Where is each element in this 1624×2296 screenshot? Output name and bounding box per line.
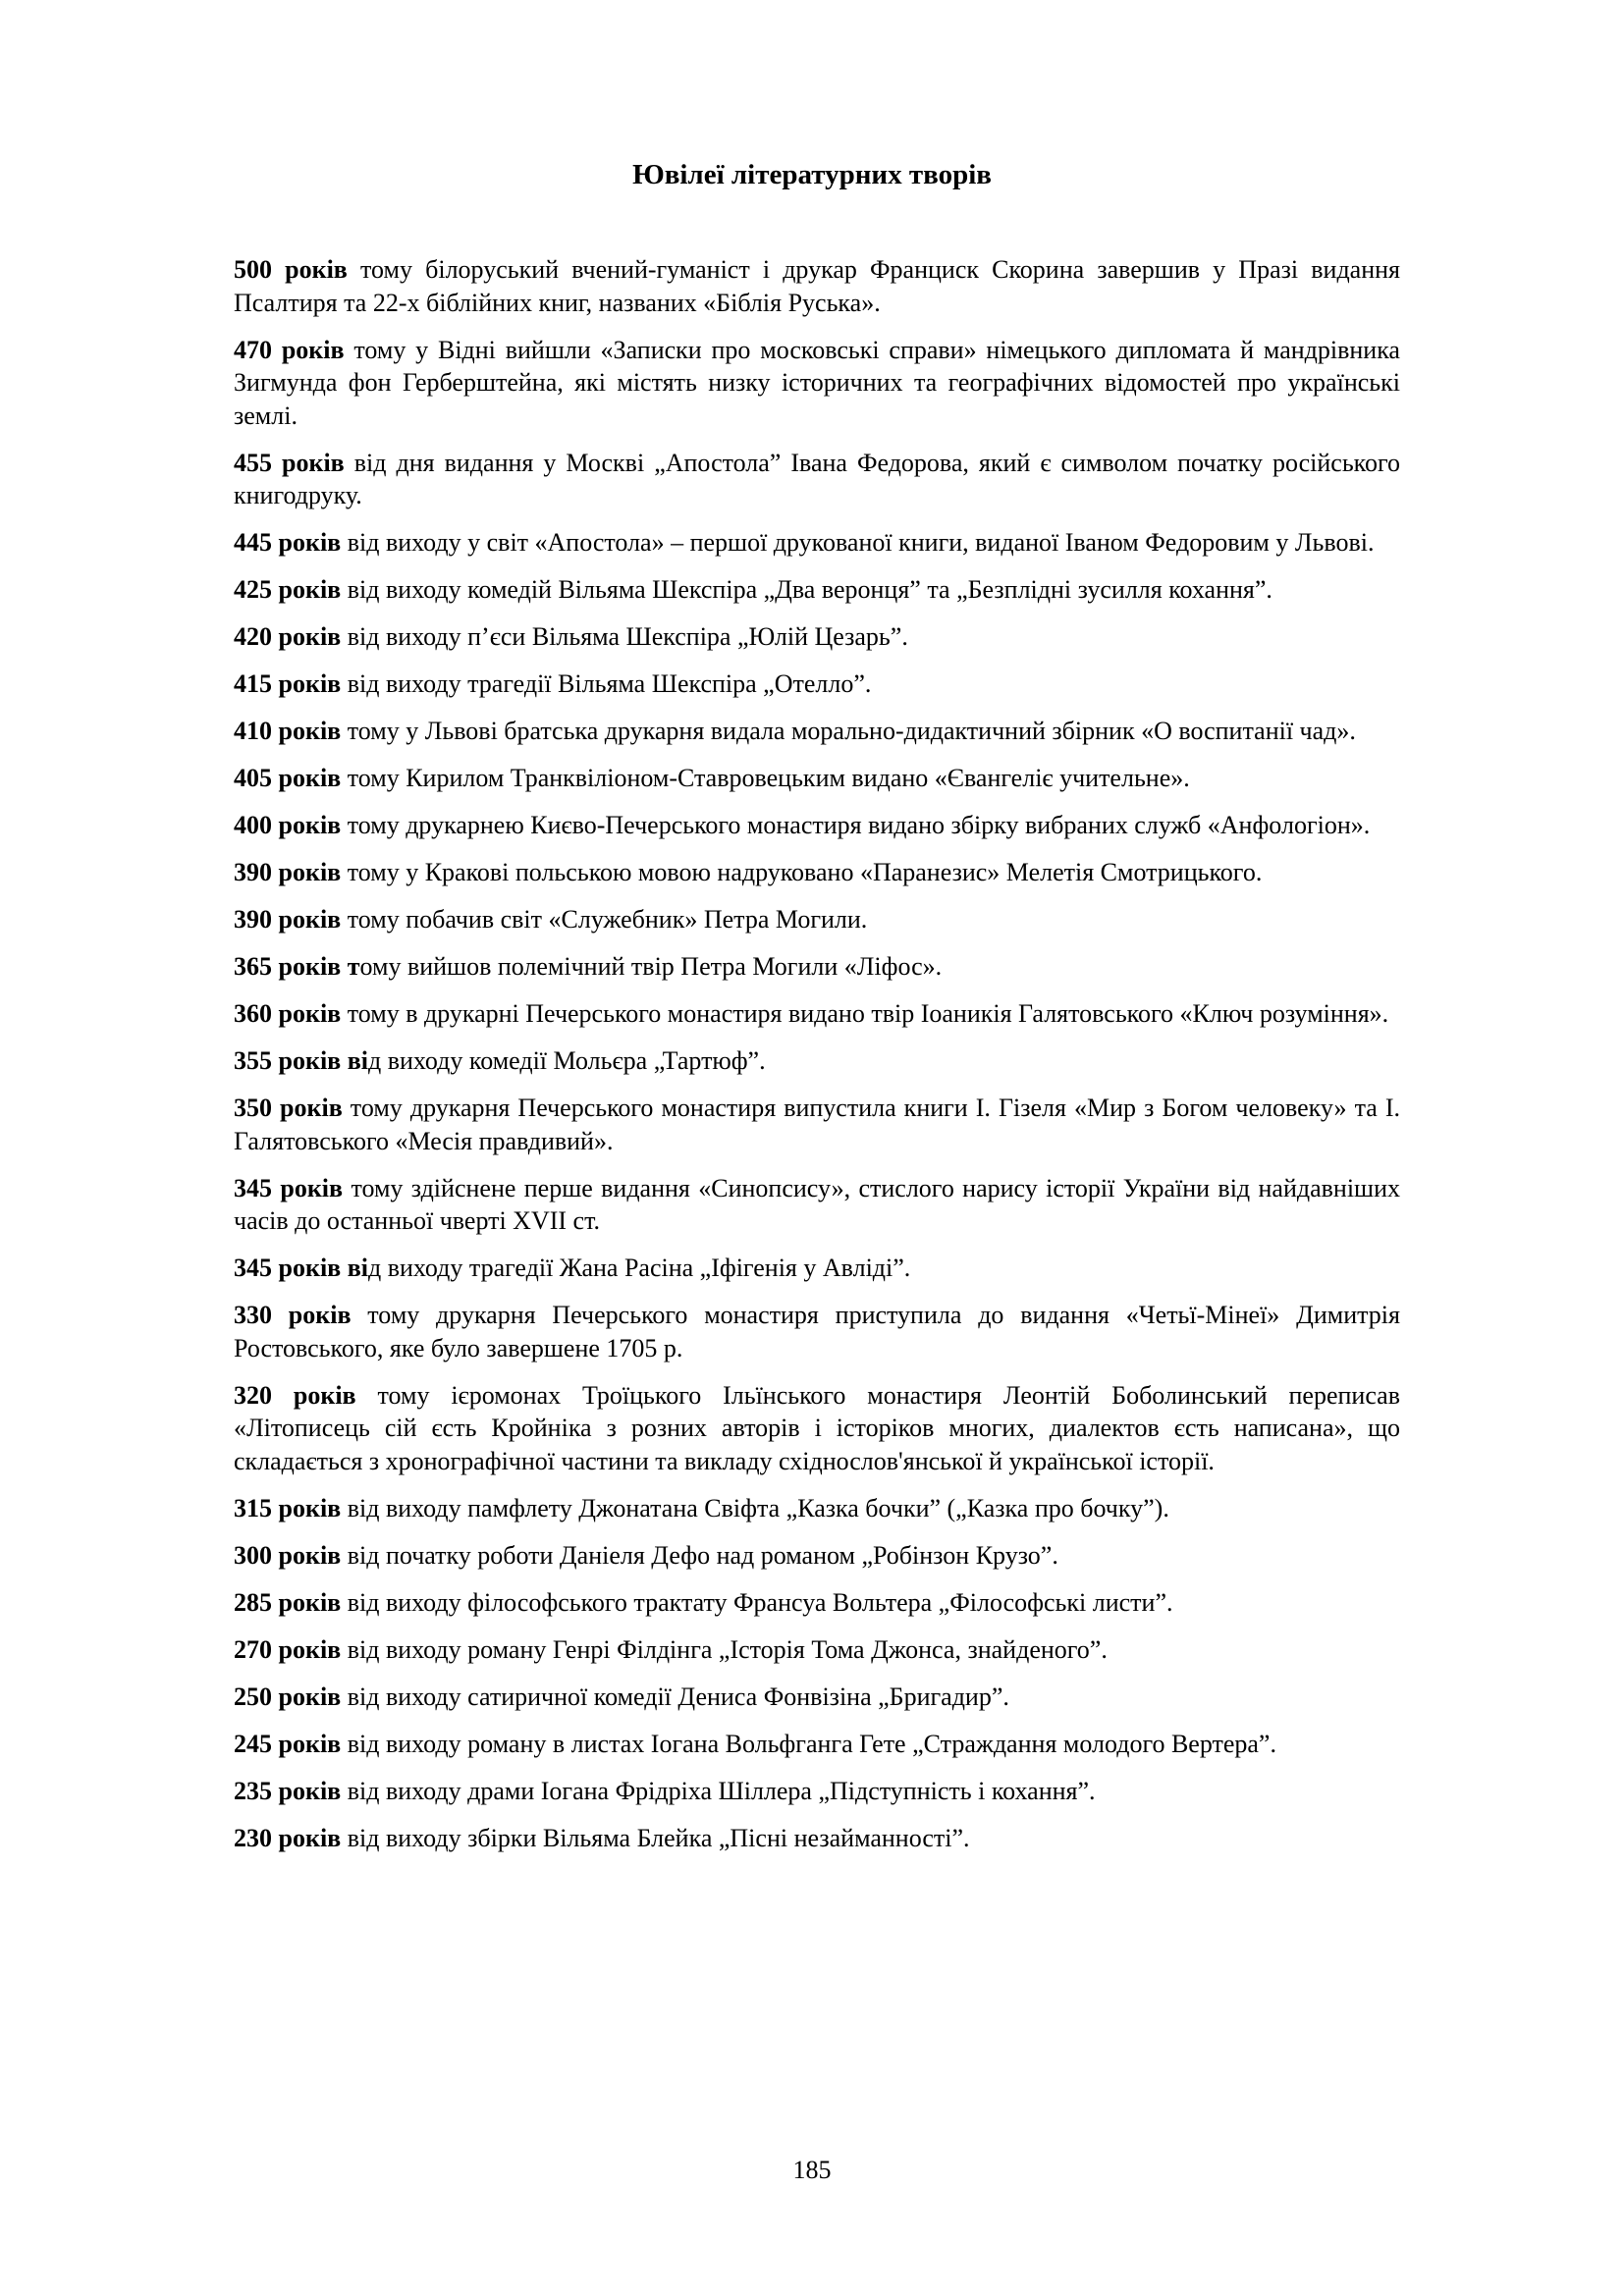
anniversary-entry xyxy=(234,1728,1400,1761)
anniversary-description: тому друкарня Печерського монастиря приступила до видання «Четьї-Мінеї» Димитрія Ростовського, яке було завершене 1705 р. xyxy=(234,1301,1400,1362)
anniversary-years: 230 років xyxy=(234,1823,342,1852)
anniversary-years: 390 років xyxy=(234,905,342,934)
anniversary-entry xyxy=(234,620,1400,654)
anniversary-years: 235 років xyxy=(234,1776,342,1805)
anniversary-description: тому друкарня Печерського монастиря випустила книги І. Гізеля «Мир з Богом человеку» та І. Галятовського «Месія правдивий». xyxy=(234,1094,1400,1155)
anniversary-years: 345 років xyxy=(234,1173,344,1202)
anniversary-years: 320 років xyxy=(234,1380,356,1410)
anniversary-description: від виходу збірки Вільяма Блейка „Пісні незайманності”. xyxy=(341,1823,970,1852)
anniversary-description: від виходу памфлету Джонатана Свіфта „Казка бочки” („Казка про бочку”). xyxy=(341,1493,1169,1522)
anniversary-entry xyxy=(234,1379,1400,1478)
anniversary-entry xyxy=(234,526,1400,560)
anniversary-years: 330 років xyxy=(234,1301,352,1329)
anniversary-years: 360 років xyxy=(234,999,342,1028)
anniversary-entry xyxy=(234,856,1400,889)
anniversary-years: 315 років xyxy=(234,1493,342,1522)
anniversary-entry xyxy=(234,1492,1400,1525)
anniversary-years: 345 років ві xyxy=(234,1254,368,1282)
anniversary-description: від виходу трагедії Вільяма Шекспіра „Отелло”. xyxy=(341,669,872,698)
anniversary-description: від виходу роману Генрі Філдінга „Історія Тома Джонса, знайденого”. xyxy=(341,1634,1108,1664)
page-number: 185 xyxy=(792,2156,832,2184)
anniversary-entry xyxy=(234,1633,1400,1667)
anniversary-entry xyxy=(234,253,1400,319)
anniversary-entry xyxy=(234,762,1400,795)
anniversary-description: від виходу комедій Вільяма Шекспіра „Два веронця” та „Безплідні зусилля кохання”. xyxy=(341,575,1272,604)
anniversary-years: 420 років xyxy=(234,622,342,651)
anniversary-years: 365 років т xyxy=(234,952,360,981)
anniversary-description: від дня видання у Москві „Апостола” Івана Федорова, який є символом початку російського книгодруку. xyxy=(234,448,1401,509)
page-title: Ювілеї літературних творів xyxy=(632,159,992,190)
anniversary-description: тому у Львові братська друкарня видала морально-дидактичний збірник «О воспитанії чад». xyxy=(341,717,1356,745)
anniversary-description: від виходу у світ «Апостола» – першої друкованої книги, виданої Іваном Федоровим у Львові. xyxy=(341,528,1375,557)
anniversary-entry xyxy=(234,1092,1400,1157)
anniversary-description: тому побачив світ «Служебник» Петра Могили. xyxy=(341,905,868,934)
anniversary-years: 410 років xyxy=(234,717,342,745)
anniversary-entry xyxy=(234,1252,1400,1285)
anniversary-years: 405 років xyxy=(234,764,342,792)
anniversary-description: тому друкарнею Києво-Печерського монастиря видано збірку вибраних служб «Анфологіон». xyxy=(341,811,1371,839)
anniversary-entry xyxy=(234,447,1400,512)
anniversary-years: 300 років xyxy=(234,1540,342,1570)
anniversary-years: 445 років xyxy=(234,528,342,557)
anniversary-description: тому ієромонах Троїцького Ільїнського монастиря Леонтій Боболинський переписав «Літописець сій єсть Кройніка з розних авторів і історіков многих, диалектов єсть написана», що складається з хронографічної частини та викладу східнослов'янської й української історії. xyxy=(234,1380,1400,1475)
anniversary-description: від виходу п’єси Вільяма Шекспіра „Юлій Цезарь”. xyxy=(341,622,908,651)
anniversary-description: тому Кирилом Транквіліоном-Ставровецьким видано «Євангеліє учительне». xyxy=(341,764,1190,792)
anniversary-list xyxy=(234,253,1400,1869)
anniversary-entry xyxy=(234,950,1400,984)
anniversary-years: 415 років xyxy=(234,669,342,698)
anniversary-description: від виходу сатиричної комедії Дениса Фонвізіна „Бригадир”. xyxy=(341,1682,1009,1711)
anniversary-entry xyxy=(234,809,1400,842)
anniversary-entry xyxy=(234,1299,1400,1364)
anniversary-years: 355 років ві xyxy=(234,1046,368,1075)
anniversary-entry xyxy=(234,334,1400,433)
anniversary-description: тому білоруський вчений-гуманіст і друкар Франциск Скорина завершив у Празі видання Псалтиря та 22-х біблійних книг, названих «Біблія Руська». xyxy=(234,255,1400,317)
anniversary-years: 245 років xyxy=(234,1729,342,1758)
anniversary-entry xyxy=(234,997,1400,1031)
anniversary-description: від виходу драми Іогана Фрідріха Шіллера „Підступність і кохання”. xyxy=(341,1776,1096,1805)
anniversary-years: 270 років xyxy=(234,1634,342,1664)
anniversary-years: 390 років xyxy=(234,858,342,886)
anniversary-years: 470 років xyxy=(234,335,345,364)
anniversary-description: від виходу роману в листах Іогана Вольфганга Гете „Страждання молодого Вертера”. xyxy=(341,1729,1276,1758)
anniversary-description: тому у Відні вийшли «Записки про московські справи» німецького дипломата й мандрівника Зигмунда фон Герберштейна, які містять низку історичних та географічних відомостей про українські землі. xyxy=(234,335,1400,430)
anniversary-entry xyxy=(234,1172,1400,1238)
anniversary-description: ому вийшов полемічний твір Петра Могили «Ліфос». xyxy=(359,952,943,981)
anniversary-description: тому здійснене перше видання «Синопсису», стислого нарису історії України від найдавніших часів до останньої чверті XVII ст. xyxy=(234,1173,1400,1235)
anniversary-description: тому у Кракові польською мовою надруковано «Паранезис» Мелетія Смотрицького. xyxy=(341,858,1263,886)
anniversary-years: 285 років xyxy=(234,1587,342,1617)
anniversary-entry xyxy=(234,1586,1400,1620)
anniversary-description: тому в друкарні Печерського монастиря видано твір Іоаникія Галятовського «Ключ розуміння». xyxy=(341,999,1389,1028)
anniversary-description: д виходу комедії Мольєра „Тартюф”. xyxy=(367,1046,766,1075)
anniversary-years: 500 років xyxy=(234,255,348,284)
anniversary-entry xyxy=(234,1822,1400,1855)
anniversary-entry xyxy=(234,573,1400,607)
anniversary-entry xyxy=(234,1539,1400,1573)
anniversary-entry xyxy=(234,1044,1400,1078)
anniversary-entry xyxy=(234,903,1400,936)
anniversary-years: 455 років xyxy=(234,448,345,477)
anniversary-entry xyxy=(234,1775,1400,1808)
anniversary-years: 250 років xyxy=(234,1682,342,1711)
anniversary-description: д виходу трагедії Жана Расіна „Іфігенія у Авліді”. xyxy=(367,1254,911,1282)
anniversary-description: від виходу філософського трактату Франсуа Вольтера „Філософські листи”. xyxy=(341,1587,1173,1617)
anniversary-years: 350 років xyxy=(234,1094,343,1122)
anniversary-entry xyxy=(234,715,1400,748)
anniversary-years: 425 років xyxy=(234,575,342,604)
anniversary-years: 400 років xyxy=(234,811,342,839)
anniversary-entry xyxy=(234,667,1400,701)
anniversary-entry xyxy=(234,1681,1400,1714)
anniversary-description: від початку роботи Даніеля Дефо над романом „Робінзон Крузо”. xyxy=(341,1540,1058,1570)
